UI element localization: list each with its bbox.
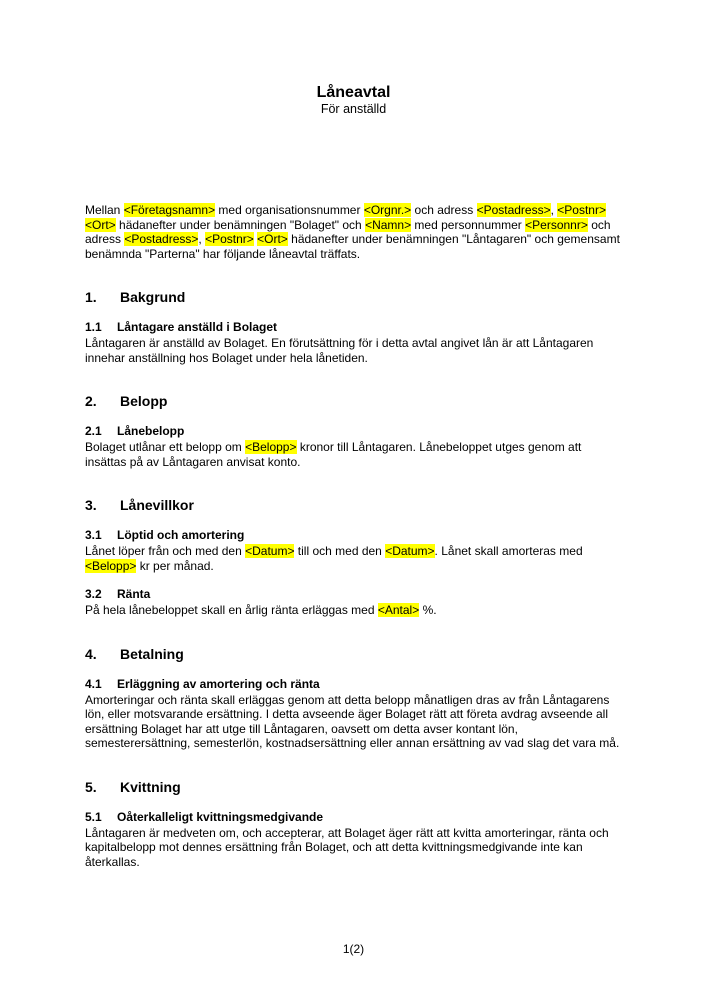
- text-segment: med organisationsnummer: [215, 203, 364, 217]
- body-paragraph: [85, 336, 622, 365]
- text-segment: Amorteringar och ränta skall erläggas genom att detta belopp månatligen dras av från Låntagarens lön, eller motsvarande ersättning. I detta avseende äger Bolaget rätt att företa avdrag avseende all ersättning Bolaget har att utge till Låntagaren, oavsett om detta avser kontant lön, semesterersättning, semesterlön, kostnadsersättning eller annan ersättning av vad slag det vara må.: [85, 692, 620, 750]
- placeholder-highlight: <Ort>: [257, 232, 288, 246]
- subsection-heading: [85, 587, 622, 601]
- subsection-title: Lånebelopp: [117, 424, 185, 438]
- body-paragraph: [85, 693, 622, 751]
- placeholder-highlight: <Postadress>: [476, 203, 551, 217]
- placeholder-highlight: <Företagsnamn>: [123, 203, 216, 217]
- section-heading: [85, 646, 622, 663]
- text-segment: ,: [550, 203, 558, 217]
- text-segment: På hela lånebeloppet skall en årlig ränta erläggas med: [85, 603, 378, 617]
- text-segment: kr per månad.: [136, 558, 214, 573]
- text-segment: %.: [419, 603, 437, 617]
- body-paragraph: [85, 544, 622, 573]
- section-number: 4.: [85, 645, 97, 662]
- intro-paragraph: [85, 203, 622, 261]
- section-number: 1.: [85, 289, 97, 305]
- section-number: 2.: [85, 393, 97, 409]
- placeholder-highlight: <Postnr>: [557, 203, 606, 217]
- subsection-number: 4.1: [85, 676, 102, 691]
- subsection-title: Erläggning av amortering och ränta: [117, 676, 320, 691]
- section-title: Lånevillkor: [120, 497, 194, 513]
- text-segment: med personnummer: [411, 217, 526, 232]
- placeholder-highlight: <Antal>: [377, 603, 420, 617]
- text-segment: hädanefter under benämningen "Låntagaren" och gemensamt benämnda "Parterna" har följande låneavtal träffats.: [85, 232, 620, 261]
- text-segment: Lånet löper från och med den: [85, 544, 246, 558]
- section: [85, 497, 622, 618]
- subsection-heading: [85, 528, 622, 542]
- text-segment: Bolaget utlånar ett belopp om: [85, 440, 246, 454]
- section-heading: [85, 289, 622, 306]
- document-title: Låneavtal: [316, 84, 391, 101]
- text-segment: Låntagaren är anställd av Bolaget. En förutsättning för i detta avtal angivet lån är att Låntagaren innehar anställning hos Bolaget under hela lånetiden.: [85, 336, 594, 365]
- body-paragraph: [85, 603, 622, 618]
- sections-container: [85, 289, 622, 869]
- section: [85, 779, 622, 870]
- placeholder-highlight: <Personnr>: [525, 217, 588, 232]
- section-title: Belopp: [120, 393, 168, 409]
- text-segment: . Lånet skall amorteras med: [434, 544, 583, 558]
- placeholder-highlight: <Datum>: [385, 544, 435, 558]
- subsection-heading: [85, 810, 622, 824]
- body-paragraph: [85, 826, 622, 870]
- subsection-title: Löptid och amortering: [117, 528, 245, 542]
- subsection-title: Ränta: [117, 587, 151, 601]
- section-number: 5.: [85, 778, 97, 795]
- placeholder-highlight: <Belopp>: [85, 558, 137, 573]
- text-segment: hädanefter under benämningen "Bolaget" och: [115, 217, 366, 232]
- placeholder-highlight: <Namn>: [365, 217, 412, 232]
- text-segment: och adress: [85, 217, 611, 246]
- subsection-number: 2.1: [85, 424, 102, 438]
- subsection-heading: [85, 677, 622, 691]
- text-segment: Låntagaren är medveten om, och accepterar, att Bolaget äger rätt att kvitta amorteringar, ränta och kapitalbelopp mot dennes ersättning från Bolaget, och att detta kvittningsmedgivande inte kan återkallas.: [85, 825, 609, 869]
- text-segment: till och med den: [294, 544, 386, 558]
- placeholder-highlight: <Postnr>: [205, 232, 254, 246]
- body-paragraph: [85, 440, 622, 469]
- placeholder-highlight: <Ort>: [85, 217, 116, 232]
- subsection-title: Låntagare anställd i Bolaget: [117, 320, 278, 334]
- subsection-title: Oåterkalleligt kvittningsmedgivande: [117, 809, 324, 824]
- subsection-number: 5.1: [85, 809, 102, 824]
- page-number: 1(2): [342, 942, 365, 956]
- subsection-heading: [85, 320, 622, 334]
- section-number: 3.: [85, 497, 97, 513]
- section-title: Bakgrund: [120, 289, 186, 305]
- section-heading: [85, 779, 622, 796]
- section-title: Betalning: [120, 645, 184, 662]
- text-segment: ,: [198, 232, 206, 246]
- subsection-number: 3.2: [85, 587, 102, 601]
- placeholder-highlight: <Belopp>: [245, 440, 297, 454]
- text-segment: kronor till Låntagaren. Lånebeloppet utges genom att insättas på av Låntagaren anvisat konto.: [85, 440, 582, 469]
- placeholder-highlight: <Datum>: [245, 544, 295, 558]
- document-subtitle: För anställd: [320, 102, 387, 116]
- subsection-heading: [85, 424, 622, 438]
- section: [85, 393, 622, 469]
- text-segment: och adress: [411, 203, 477, 217]
- section: [85, 289, 622, 365]
- section: [85, 646, 622, 751]
- subsection-number: 1.1: [85, 320, 102, 334]
- section-title: Kvittning: [120, 778, 181, 795]
- placeholder-highlight: <Postadress>: [124, 232, 199, 246]
- text-segment: Mellan: [85, 203, 124, 217]
- section-heading: [85, 497, 622, 514]
- section-heading: [85, 393, 622, 410]
- placeholder-highlight: <Orgnr.>: [363, 203, 412, 217]
- subsection-number: 3.1: [85, 528, 102, 542]
